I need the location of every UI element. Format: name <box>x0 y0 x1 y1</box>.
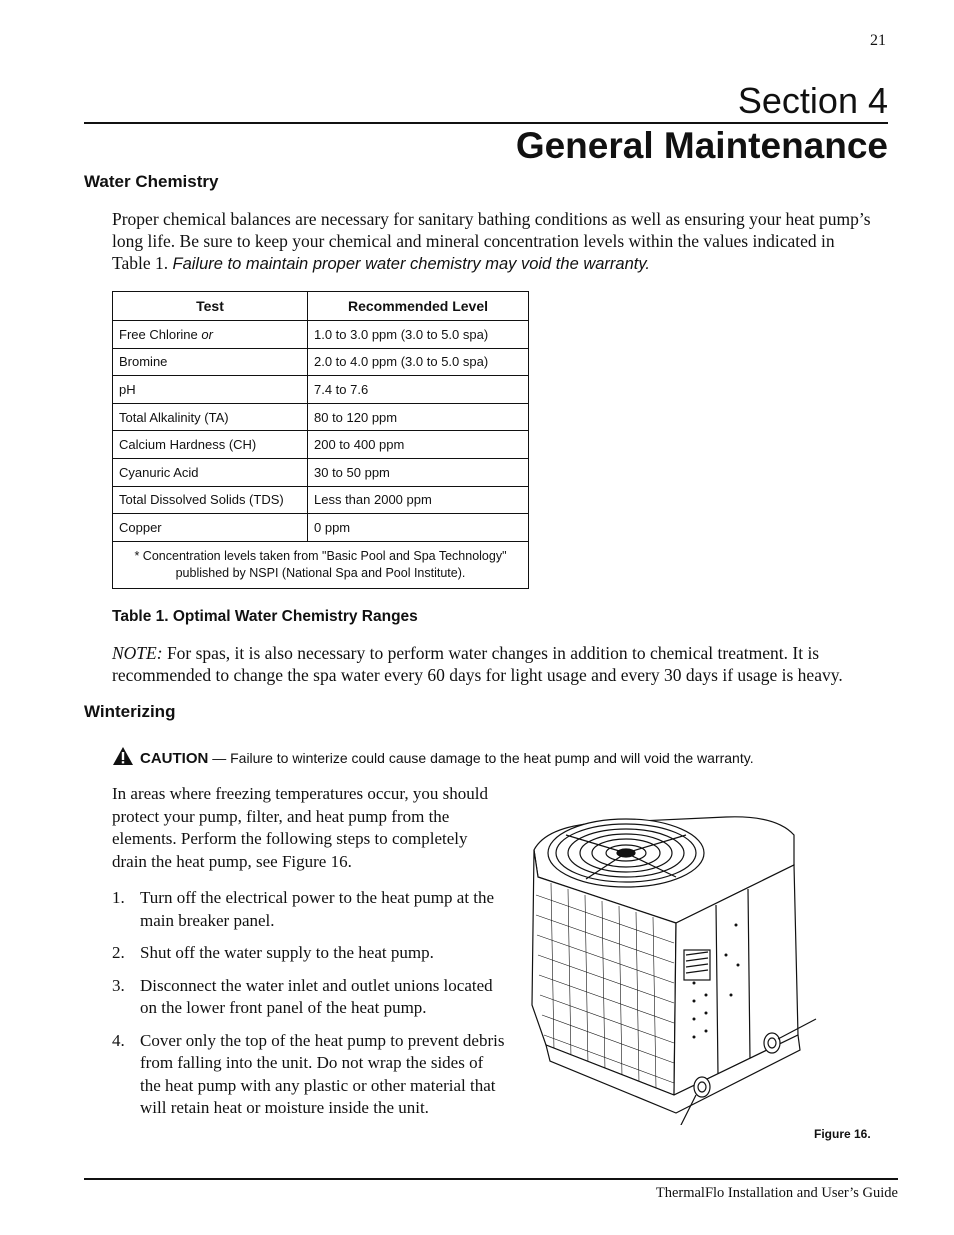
title-rule <box>84 122 888 124</box>
table-row <box>113 376 529 404</box>
level-cell: 0 ppm <box>308 514 529 542</box>
test-name: Total Dissolved Solids (TDS) <box>119 492 284 508</box>
level-cell: 200 to 400 ppm <box>308 431 529 459</box>
intro-text: Proper chemical balances are necessary for sanitary bathing conditions as well as ensuring your heat pump’s long life. Be sure to keep your chemical and mineral concentration levels within the values indicated in Table 1. <box>112 209 871 273</box>
test-name: Total Alkalinity (TA) <box>119 409 229 425</box>
caution-dash: — <box>212 750 227 766</box>
test-cell <box>113 431 308 459</box>
winterizing-paragraph: In areas where freezing temperatures occur, you should protect your pump, filter, and heat pump from the elements. Perform the following steps to completely drain the heat pump, see Figure 16. <box>112 784 488 871</box>
footer-text: ThermalFlo Installation and User’s Guide <box>655 1185 898 1201</box>
table-row <box>113 486 529 514</box>
level-cell: Less than 2000 ppm <box>308 486 529 514</box>
level-cell: 1.0 to 3.0 ppm (3.0 to 5.0 spa) <box>308 321 529 349</box>
caution-notice <box>112 746 754 767</box>
test-name: Bromine <box>119 354 168 370</box>
level-cell: 80 to 120 ppm <box>308 403 529 431</box>
footnote-line-1: * Concentration levels taken from "Basic Pool and Spa Technology" <box>134 548 507 563</box>
step-text: Disconnect the water inlet and outlet unions located on the lower front panel of the heat pump. <box>140 975 493 1017</box>
warning-triangle-icon <box>112 746 134 766</box>
water-chemistry-heading: Water Chemistry <box>84 172 219 191</box>
caution-text: Failure to winterize could cause damage to the heat pump and will void the warranty. <box>230 750 754 766</box>
winterizing-steps <box>112 887 506 1130</box>
section-title: General Maintenance <box>515 125 888 166</box>
step-number: 4. <box>112 1030 125 1050</box>
caution-label: CAUTION <box>140 750 209 767</box>
level-cell: 2.0 to 4.0 ppm (3.0 to 5.0 spa) <box>308 348 529 376</box>
table-row <box>113 403 529 431</box>
table-row <box>113 321 529 349</box>
column-header-test: Test <box>113 292 308 321</box>
step-number: 1. <box>112 888 125 907</box>
spa-note <box>112 642 874 686</box>
step-item <box>112 1030 506 1120</box>
footer-rule <box>84 1178 898 1180</box>
test-cell <box>113 514 308 542</box>
level-cell: 7.4 to 7.6 <box>308 376 529 404</box>
level-cell: 30 to 50 ppm <box>308 458 529 486</box>
test-cell <box>113 376 308 404</box>
table-footnote <box>113 541 529 588</box>
footnote-line-2: published by NSPI (National Spa and Pool Institute). <box>175 565 466 580</box>
table-row <box>113 431 529 459</box>
test-cell <box>113 403 308 431</box>
figure-caption: Figure 16. <box>814 1127 871 1141</box>
test-cell <box>113 348 308 376</box>
table-header-row <box>113 292 529 321</box>
warranty-warning: Failure to maintain proper water chemistry may void the warranty. <box>172 255 650 273</box>
test-name: Cyanuric Acid <box>119 464 199 480</box>
step-number: 3. <box>112 975 125 995</box>
column-header-level: Recommended Level <box>308 292 529 321</box>
table-row <box>113 348 529 376</box>
table-body <box>113 321 529 542</box>
note-label: NOTE: <box>112 643 163 663</box>
test-cell <box>113 321 308 349</box>
step-item <box>112 942 506 965</box>
heat-pump-figure <box>526 805 826 1125</box>
page-number: 21 <box>870 32 886 49</box>
test-name: pH <box>119 381 136 397</box>
step-text: Cover only the top of the heat pump to prevent debris from falling into the unit. Do not wrap the sides of the heat pump with any plastic or other material that will retain heat or moisture inside the unit. <box>140 1030 505 1117</box>
table-footnote-row <box>113 541 529 588</box>
section-label: Section 4 <box>737 80 888 121</box>
test-name: Calcium Hardness (CH) <box>119 437 257 453</box>
table-caption: Table 1. Optimal Water Chemistry Ranges <box>112 608 418 625</box>
test-cell <box>113 486 308 514</box>
step-item <box>112 887 506 932</box>
step-text: Shut off the water supply to the heat pump. <box>140 943 434 962</box>
winterizing-heading: Winterizing <box>84 702 176 721</box>
test-name: Free Chlorine <box>119 326 198 342</box>
step-text: Turn off the electrical power to the heat pump at the main breaker panel. <box>140 888 495 930</box>
table-row <box>113 458 529 486</box>
water-chemistry-intro <box>112 208 874 275</box>
water-chemistry-table <box>112 291 529 589</box>
test-suffix: or <box>201 326 213 342</box>
step-item <box>112 975 506 1020</box>
table-row <box>113 514 529 542</box>
step-number: 2. <box>112 943 125 962</box>
note-text: For spas, it is also necessary to perform water changes in addition to chemical treatment. It is recommended to change the spa water every 60 days for light usage and every 30 days if usage is heavy. <box>112 643 843 685</box>
test-name: Copper <box>119 519 162 535</box>
test-cell <box>113 458 308 486</box>
